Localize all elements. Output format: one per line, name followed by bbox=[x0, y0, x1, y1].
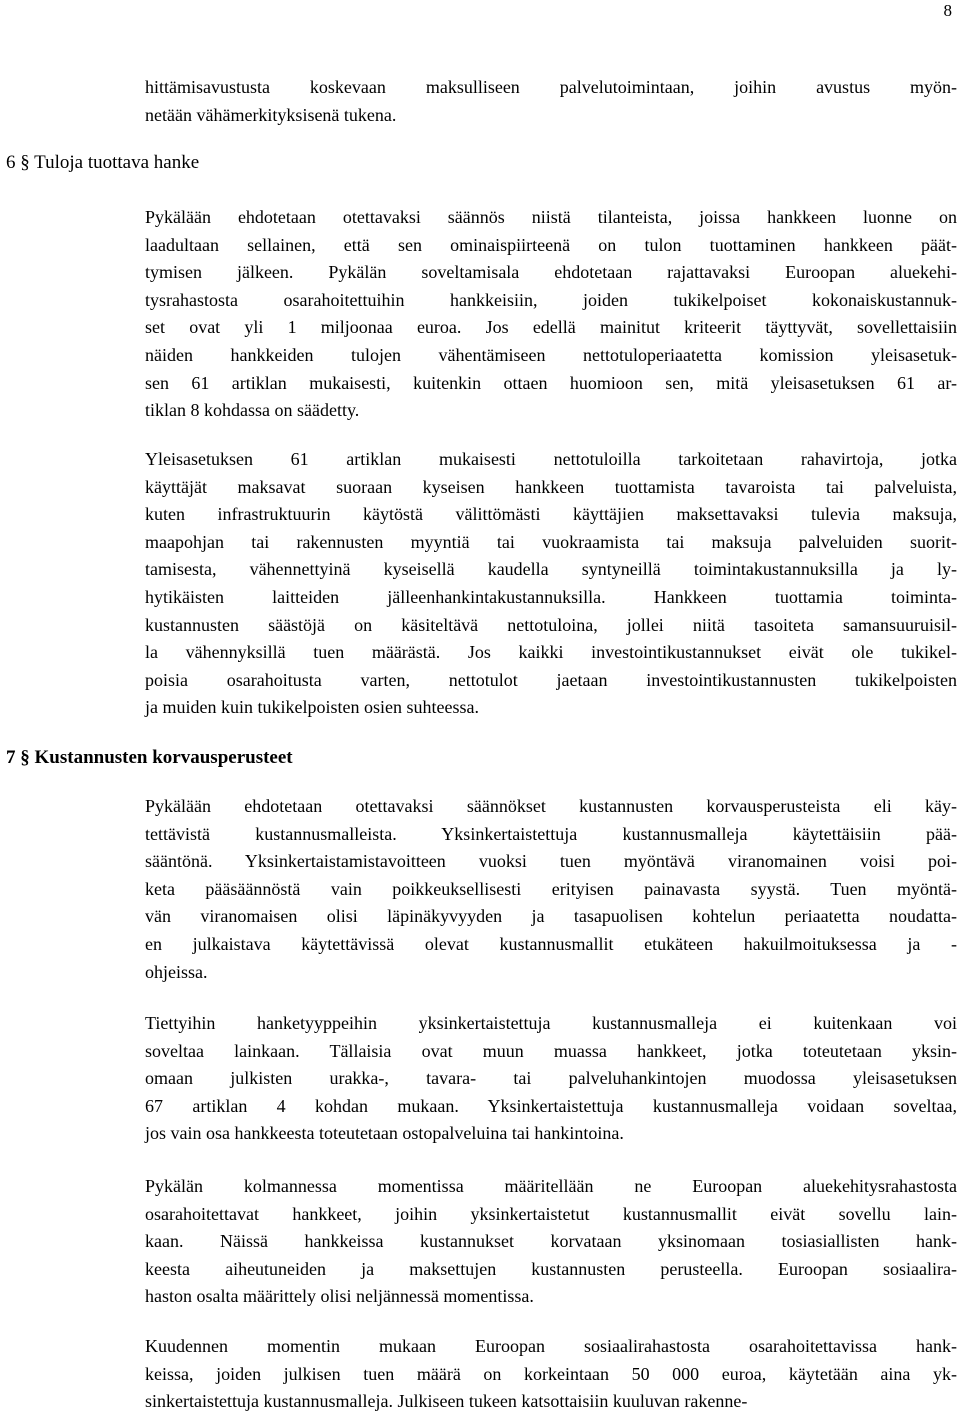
text-line: kustannusten säästöjä on käsiteltävä nettotuloina, jollei niitä tasoiteta samansuuruisil- bbox=[145, 614, 957, 635]
paragraph-excluded-project-types bbox=[145, 1010, 957, 1148]
text-line: soveltaa lainkaan. Tällaisia ovat muun muassa hankkeet, jotka toteutetaan yksin- bbox=[145, 1040, 957, 1061]
text-line: ja muiden kuin tukikelpoisten osien suhteessa. bbox=[145, 697, 479, 718]
paragraph-income-generating-project bbox=[145, 204, 957, 425]
text-line: sen 61 artiklan mukaisesti, kuitenkin ottaen huomioon sen, mitä yleisasetuksen 61 ar- bbox=[145, 372, 957, 393]
paragraph-intro-continuation bbox=[145, 74, 957, 129]
text-line: osarahoitettavat hankkeet, joihin yksinkertaistetut kustannusmallit eivät sovellu lain- bbox=[145, 1203, 957, 1224]
text-line: Pykälään ehdotetaan otettavaksi säännökset kustannusten korvausperusteista eli käy- bbox=[145, 796, 957, 816]
section-heading-6: 6 § Tuloja tuottava hanke bbox=[6, 152, 200, 173]
text-line: laadultaan sellainen, että sen ominaispiirteenä on tulon tuottaminen hankkeen päät- bbox=[145, 234, 957, 255]
text-line: keissa, joiden julkisen tuen määrä on korkeintaan 50 000 euroa, käytetään aina yk- bbox=[145, 1363, 957, 1384]
text-line: en julkaistava käytettävissä olevat kustannusmallit etukäteen hakuilmoituksessa ja - bbox=[145, 933, 957, 954]
text-line: vän viranomaisen olisi läpinäkyvyyden ja tasapuolisen kohtelun periaatetta noudatta- bbox=[145, 906, 957, 927]
text-line: tamisesta, vähennettyinä kyseisellä kaudella syntyneillä toimintakustannuksilla ja ly- bbox=[145, 559, 957, 580]
text-line: keta pääsäännöstä vain poikkeuksellisesti erityisen painavasta syystä. Tuen myöntä- bbox=[145, 878, 957, 899]
text-line: maapohjan tai rakennusten myyntiä tai vuokraamista tai maksuja palveluiden suorit- bbox=[145, 531, 957, 552]
text-line: jos vain osa hankkeesta toteutetaan ostopalveluina tai hankintoina. bbox=[145, 1123, 624, 1144]
text-line: haston osalta määrittely olisi neljännessä momentissa. bbox=[145, 1286, 534, 1307]
text-line: la vähennyksillä tuen määrästä. Jos kaikki investointikustannukset eivät ole tukikel- bbox=[145, 642, 957, 663]
text-line: set ovat yli 1 miljoonaa euroa. Jos edellä mainitut kriteerit täyttyvät, sovellettaisiin bbox=[145, 317, 957, 338]
text-line: Tiettyihin hanketyyppeihin yksinkertaistettuja kustannusmalleja ei kuitenkaan voi bbox=[145, 1013, 957, 1033]
paragraph-sixth-subsection bbox=[145, 1333, 957, 1416]
text-line: 67 artiklan 4 kohdan mukaan. Yksinkertaistettuja kustannusmalleja voidaan soveltaa, bbox=[145, 1095, 957, 1116]
paragraph-cost-models bbox=[145, 793, 957, 986]
text-line: sääntönä. Yksinkertaistamistavoitteen vuoksi tuen myöntävä viranomainen voisi poi- bbox=[145, 851, 957, 872]
text-line: ohjeissa. bbox=[145, 961, 208, 982]
text-line: sinkertaistettuja kustannusmalleja. Julkiseen tukeen katsottaisiin kuuluvan rakenne- bbox=[145, 1391, 748, 1412]
text-line: keesta aiheutuneiden ja maksettujen kustannusten perusteella. Euroopan sosiaalira- bbox=[145, 1258, 957, 1279]
text-line: tysrahastosta osarahoitettuihin hankkeisiin, joiden tukikelpoiset kokonaiskustannuk- bbox=[145, 289, 957, 310]
text-line: hittämisavustusta koskevaan maksulliseen palvelutoimintaan, joihin avustus myön- bbox=[145, 77, 957, 97]
text-line: tymisen jälkeen. Pykälän soveltamisala ehdotetaan rajattavaksi Euroopan aluekehi- bbox=[145, 262, 957, 283]
text-line: poisia osarahoitusta varten, nettotulot jaetaan investointikustannusten tukikelpoisten bbox=[145, 669, 957, 690]
page-number: 8 bbox=[943, 1, 952, 20]
paragraph-third-subsection bbox=[145, 1173, 957, 1311]
paragraph-net-revenue-definition bbox=[145, 446, 957, 722]
text-line: näiden hankkeiden tulojen vähentämiseen nettotuloperiaatetta komission yleisasetuk- bbox=[145, 344, 957, 365]
text-line: tiklan 8 kohdassa on säädetty. bbox=[145, 400, 360, 421]
text-line: netään vähämerkityksisenä tukena. bbox=[145, 104, 397, 125]
text-line: käyttäjät maksavat suoraan kyseisen hankkeen tuottamista tavaroista tai palveluista, bbox=[145, 476, 957, 497]
text-line: hytikäisten laitteiden jälleenhankintakustannuksilla. Hankkeen tuottamia toiminta- bbox=[145, 586, 957, 607]
section-heading-7: 7 § Kustannusten korvausperusteet bbox=[6, 747, 293, 768]
text-line: tettävistä kustannusmalleista. Yksinkertaistettuja kustannusmalleja käytettäisiin pää- bbox=[145, 823, 957, 844]
text-line: Pykälään ehdotetaan otettavaksi säännös niistä tilanteista, joissa hankkeen luonne on bbox=[145, 207, 957, 227]
text-line: kaan. Näissä hankkeissa kustannukset korvataan yksinomaan tosiasiallisten hank- bbox=[145, 1231, 957, 1252]
text-line: Kuudennen momentin mukaan Euroopan sosiaalirahastosta osarahoitettavissa hank- bbox=[145, 1336, 957, 1356]
text-line: kuten infrastruktuurin käytöstä välittömästi käyttäjien maksettavaksi tulevia maksuja, bbox=[145, 504, 957, 525]
text-line: Pykälän kolmannessa momentissa määritellään ne Euroopan aluekehitysrahastosta bbox=[145, 1176, 957, 1196]
text-line: Yleisasetuksen 61 artiklan mukaisesti nettotuloilla tarkoitetaan rahavirtoja, jotka bbox=[145, 449, 957, 469]
text-line: omaan julkisten urakka-, tavara- tai palveluhankintojen muodossa yleisasetuksen bbox=[145, 1068, 957, 1089]
